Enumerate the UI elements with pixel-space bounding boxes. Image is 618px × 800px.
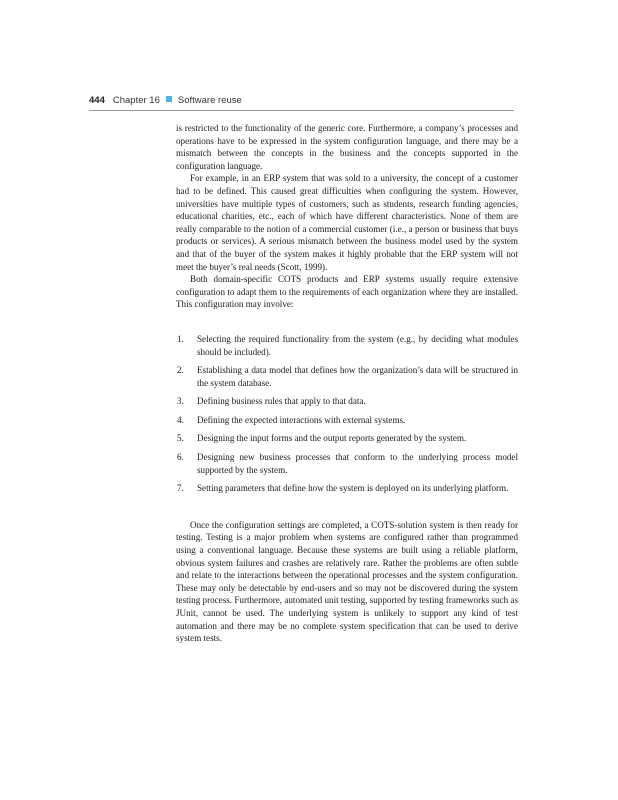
paragraph: Once the configuration settings are completed, a COTS-solution system is then ready for testing. Testing is a major problem when systems are configured rather than programmed using a conventional language. Because these systems are built using a reliable platform, obvious system failures and crashes are relatively rare. Rather the problems are often subtle and relate to the interactions between the operational processes and the system configuration. These may only be detectable by end-users and so may not be discovered during the system testing process. Furthermore, automated unit testing, supported by testing frameworks such as JUnit, cannot be used. The underlying system is unlikely to support any kind of test automation and there may be no complete system specification that can be used to derive system tests.: [176, 519, 518, 644]
paragraph: For example, in an ERP system that was sold to a university, the concept of a customer had to be defined. This caused great difficulties when configuring the system. However, universities have multiple types of customers, such as students, research funding agencies, educational charities, etc., each of which have different characteristics. None of them are really comparable to the notion of a commercial customer (i.e., a person or business that buys products or services). A serious mismatch between the business model used by the system and that of the buyer of the system makes it highly probable that the ERP system will not meet the buyer’s real needs (Scott, 1999).: [176, 173, 518, 272]
list-item-number: 4.: [177, 414, 184, 425]
list-item-number: 3.: [177, 396, 184, 407]
list-item-number: 6.: [177, 452, 184, 463]
configuration-list: [176, 333, 518, 495]
page-number: 444: [89, 95, 105, 106]
chapter-label: Chapter 16: [112, 95, 160, 106]
list-item-number: 5.: [177, 433, 184, 444]
list-item: [176, 395, 518, 408]
list-item: [176, 451, 518, 476]
section-title: Software reuse: [177, 95, 242, 106]
list-item-number: 1.: [177, 333, 184, 344]
list-item: [176, 364, 518, 389]
paragraph: is restricted to the functionality of the generic core. Furthermore, a company’s processes and operations have to be expressed in the system configuration language, and there may be a mismatch between the concepts in the business and the concepts supported in the configuration language.: [176, 123, 518, 171]
list-item-text: Setting parameters that define how the system is deployed on its underlying platform.: [197, 483, 509, 494]
list-item: [176, 333, 518, 358]
running-header: [89, 95, 514, 110]
paragraph: Both domain-specific COTS products and ERP systems usually require extensive configuration to adapt them to the requirements of each organization where they are installed. This configuration may involve:: [176, 274, 518, 310]
header-divider: [89, 110, 514, 111]
list-item-text: Designing new business processes that conform to the underlying process model supported by the system.: [197, 452, 518, 475]
list-item-text: Selecting the required functionality from the system (e.g., by deciding what modules should be included).: [197, 333, 518, 357]
page-body: [176, 122, 518, 645]
list-item-text: Defining business rules that apply to that data.: [197, 396, 366, 407]
list-item-number: 7.: [177, 483, 184, 494]
list-item: [176, 432, 518, 445]
list-item-text: Designing the input forms and the output reports generated by the system.: [197, 433, 467, 444]
list-item: [176, 414, 518, 427]
list-item-number: 2.: [177, 365, 184, 376]
list-item: [176, 482, 518, 495]
header-square-icon: [166, 96, 172, 102]
list-item-text: Establishing a data model that defines how the organization’s data will be structured in the system database.: [197, 365, 518, 388]
list-item-text: Defining the expected interactions with external systems.: [197, 414, 406, 425]
